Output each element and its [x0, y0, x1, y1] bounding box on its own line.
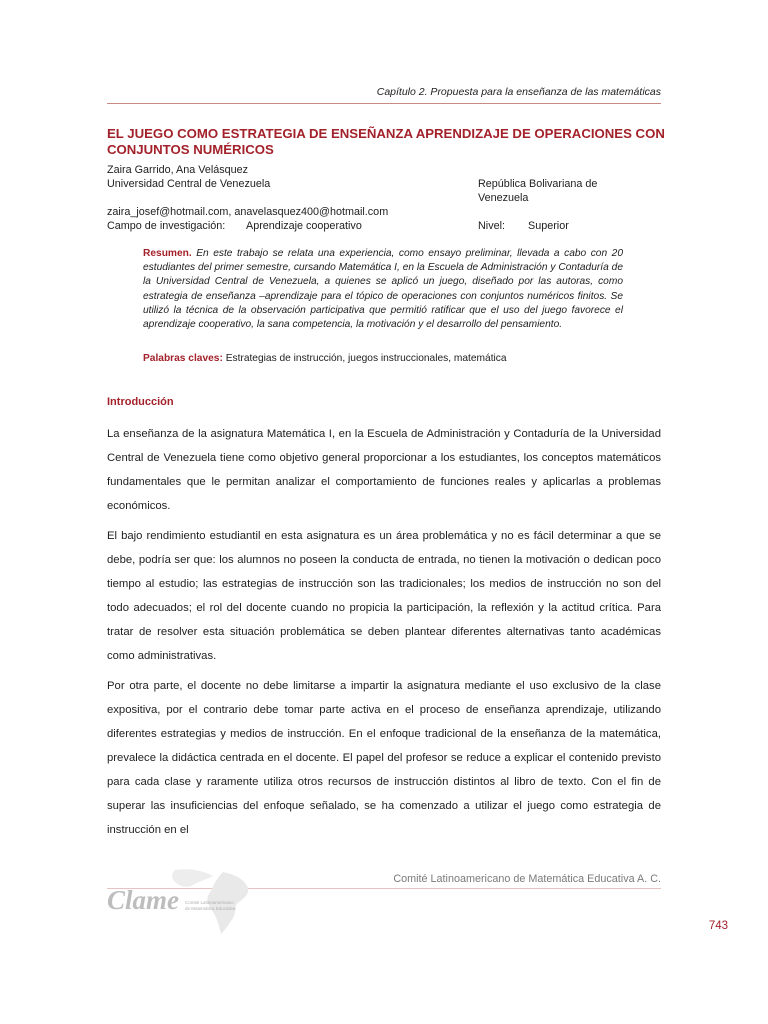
- page-number: 743: [708, 920, 728, 932]
- keywords-label: Palabras claves:: [143, 353, 223, 364]
- logo-subtitle-1: Comité Latinoamericano: [185, 900, 234, 905]
- abstract-text: En este trabajo se relata una experiencia, como ensayo preliminar, llevada a cabo con 20 estudiantes del primer semestre, cursando Matemática I, en la Escuela de Administración y Contaduría de la Universidad Central de Venezuela, a quienes se aplicó un juego, diseñado por las autoras, como estrategia de enseñanza –aprendizaje para el tópico de operaciones con conjuntos numéricos finitos. Se utilizó la técnica de la observación participativa que permitió ratificar que el uso del juego favorece el aprendizaje cooperativo, la sana competencia, la motivación y el desarrollo del pensamiento.: [143, 248, 623, 331]
- country-line-2: Venezuela: [478, 191, 529, 204]
- intro-paragraph-3: [107, 674, 661, 842]
- abstract-label: Resumen.: [143, 248, 192, 259]
- article-title-line-2: CONJUNTOS NUMÉRICOS: [107, 142, 274, 157]
- research-field-value: Aprendizaje cooperativo: [246, 220, 362, 232]
- header-rule: [107, 103, 661, 104]
- keywords: [143, 352, 623, 366]
- article-title: [107, 126, 667, 158]
- level-value: Superior: [528, 220, 569, 232]
- paragraph-text: El bajo rendimiento estudiantil en esta asignatura es un área problemática y no es fácil determinar a que se debe, podría ser que: los alumnos no poseen la conducta de entrada, no tienen la motivación o dedican poco tiempo al estudio; las estrategias de instrucción son las tradicionales; los medios de instrucción no son del todo adecuados; el rol del docente cuando no propicia la participación, la reflexión y la actitud crítica. Para tratar de resolver esta situación problemática se deben plantear diferentes alternativas tanto académicas como administrativas.: [107, 530, 661, 662]
- institution: Universidad Central de Venezuela: [107, 178, 271, 190]
- intro-paragraph-2: [107, 524, 661, 668]
- section-heading-introduction: Introducción: [107, 396, 174, 408]
- author-emails: zaira_josef@hotmail.com, anavelasquez400@hotmail.com: [107, 206, 389, 218]
- logo-subtitle-2: de Matemática Educativa: [185, 906, 236, 911]
- country: [478, 178, 628, 205]
- level-label: Nivel:: [478, 220, 505, 232]
- running-header: Capítulo 2. Propuesta para la enseñanza de las matemáticas: [376, 86, 661, 98]
- intro-paragraph-1: [107, 422, 661, 518]
- americas-map-icon: [105, 868, 265, 938]
- authors: Zaira Garrido, Ana Velásquez: [107, 164, 249, 176]
- logo-wordmark: Clame: [107, 885, 179, 915]
- paragraph-text: Por otra parte, el docente no debe limitarse a impartir la asignatura mediante el uso exclusivo de la clase expositiva, por el contrario debe tomar parte activa en el proceso de enseñanza aprendizaje, utilizando diferentes estrategias y medios de instrucción. En el enfoque tradicional de la enseñanza de la matemática, prevalece la didáctica centrada en el docente. El papel del profesor se reduce a explicar el contenido previsto para cada clase y raramente utiliza otros recursos de instrucción distintos al libro de texto. Con el fin de superar las insuficiencias del enfoque señalado, se ha comenzado a utilizar el juego como estrategia de instrucción en el: [107, 680, 661, 836]
- paragraph-text: La enseñanza de la asignatura Matemática I, en la Escuela de Administración y Contaduría de la Universidad Central de Venezuela tiene como objetivo general proporcionar a los estudiantes, los conceptos matemáticos fundamentales que le permitan analizar el comportamiento de funciones reales y aplicarlas a problemas económicos.: [107, 428, 661, 512]
- research-field-label: Campo de investigación:: [107, 220, 226, 232]
- country-line-1: República Bolivariana de: [478, 178, 598, 190]
- footer-committee: Comité Latinoamericano de Matemática Educativa A. C.: [393, 873, 661, 885]
- article-title-line-1: EL JUEGO COMO ESTRATEGIA DE ENSEÑANZA APRENDIZAJE DE OPERACIONES CON: [107, 126, 665, 141]
- keywords-text: Estrategias de instrucción, juegos instruccionales, matemática: [225, 353, 507, 364]
- abstract: [143, 247, 623, 332]
- clame-logo: [105, 868, 265, 938]
